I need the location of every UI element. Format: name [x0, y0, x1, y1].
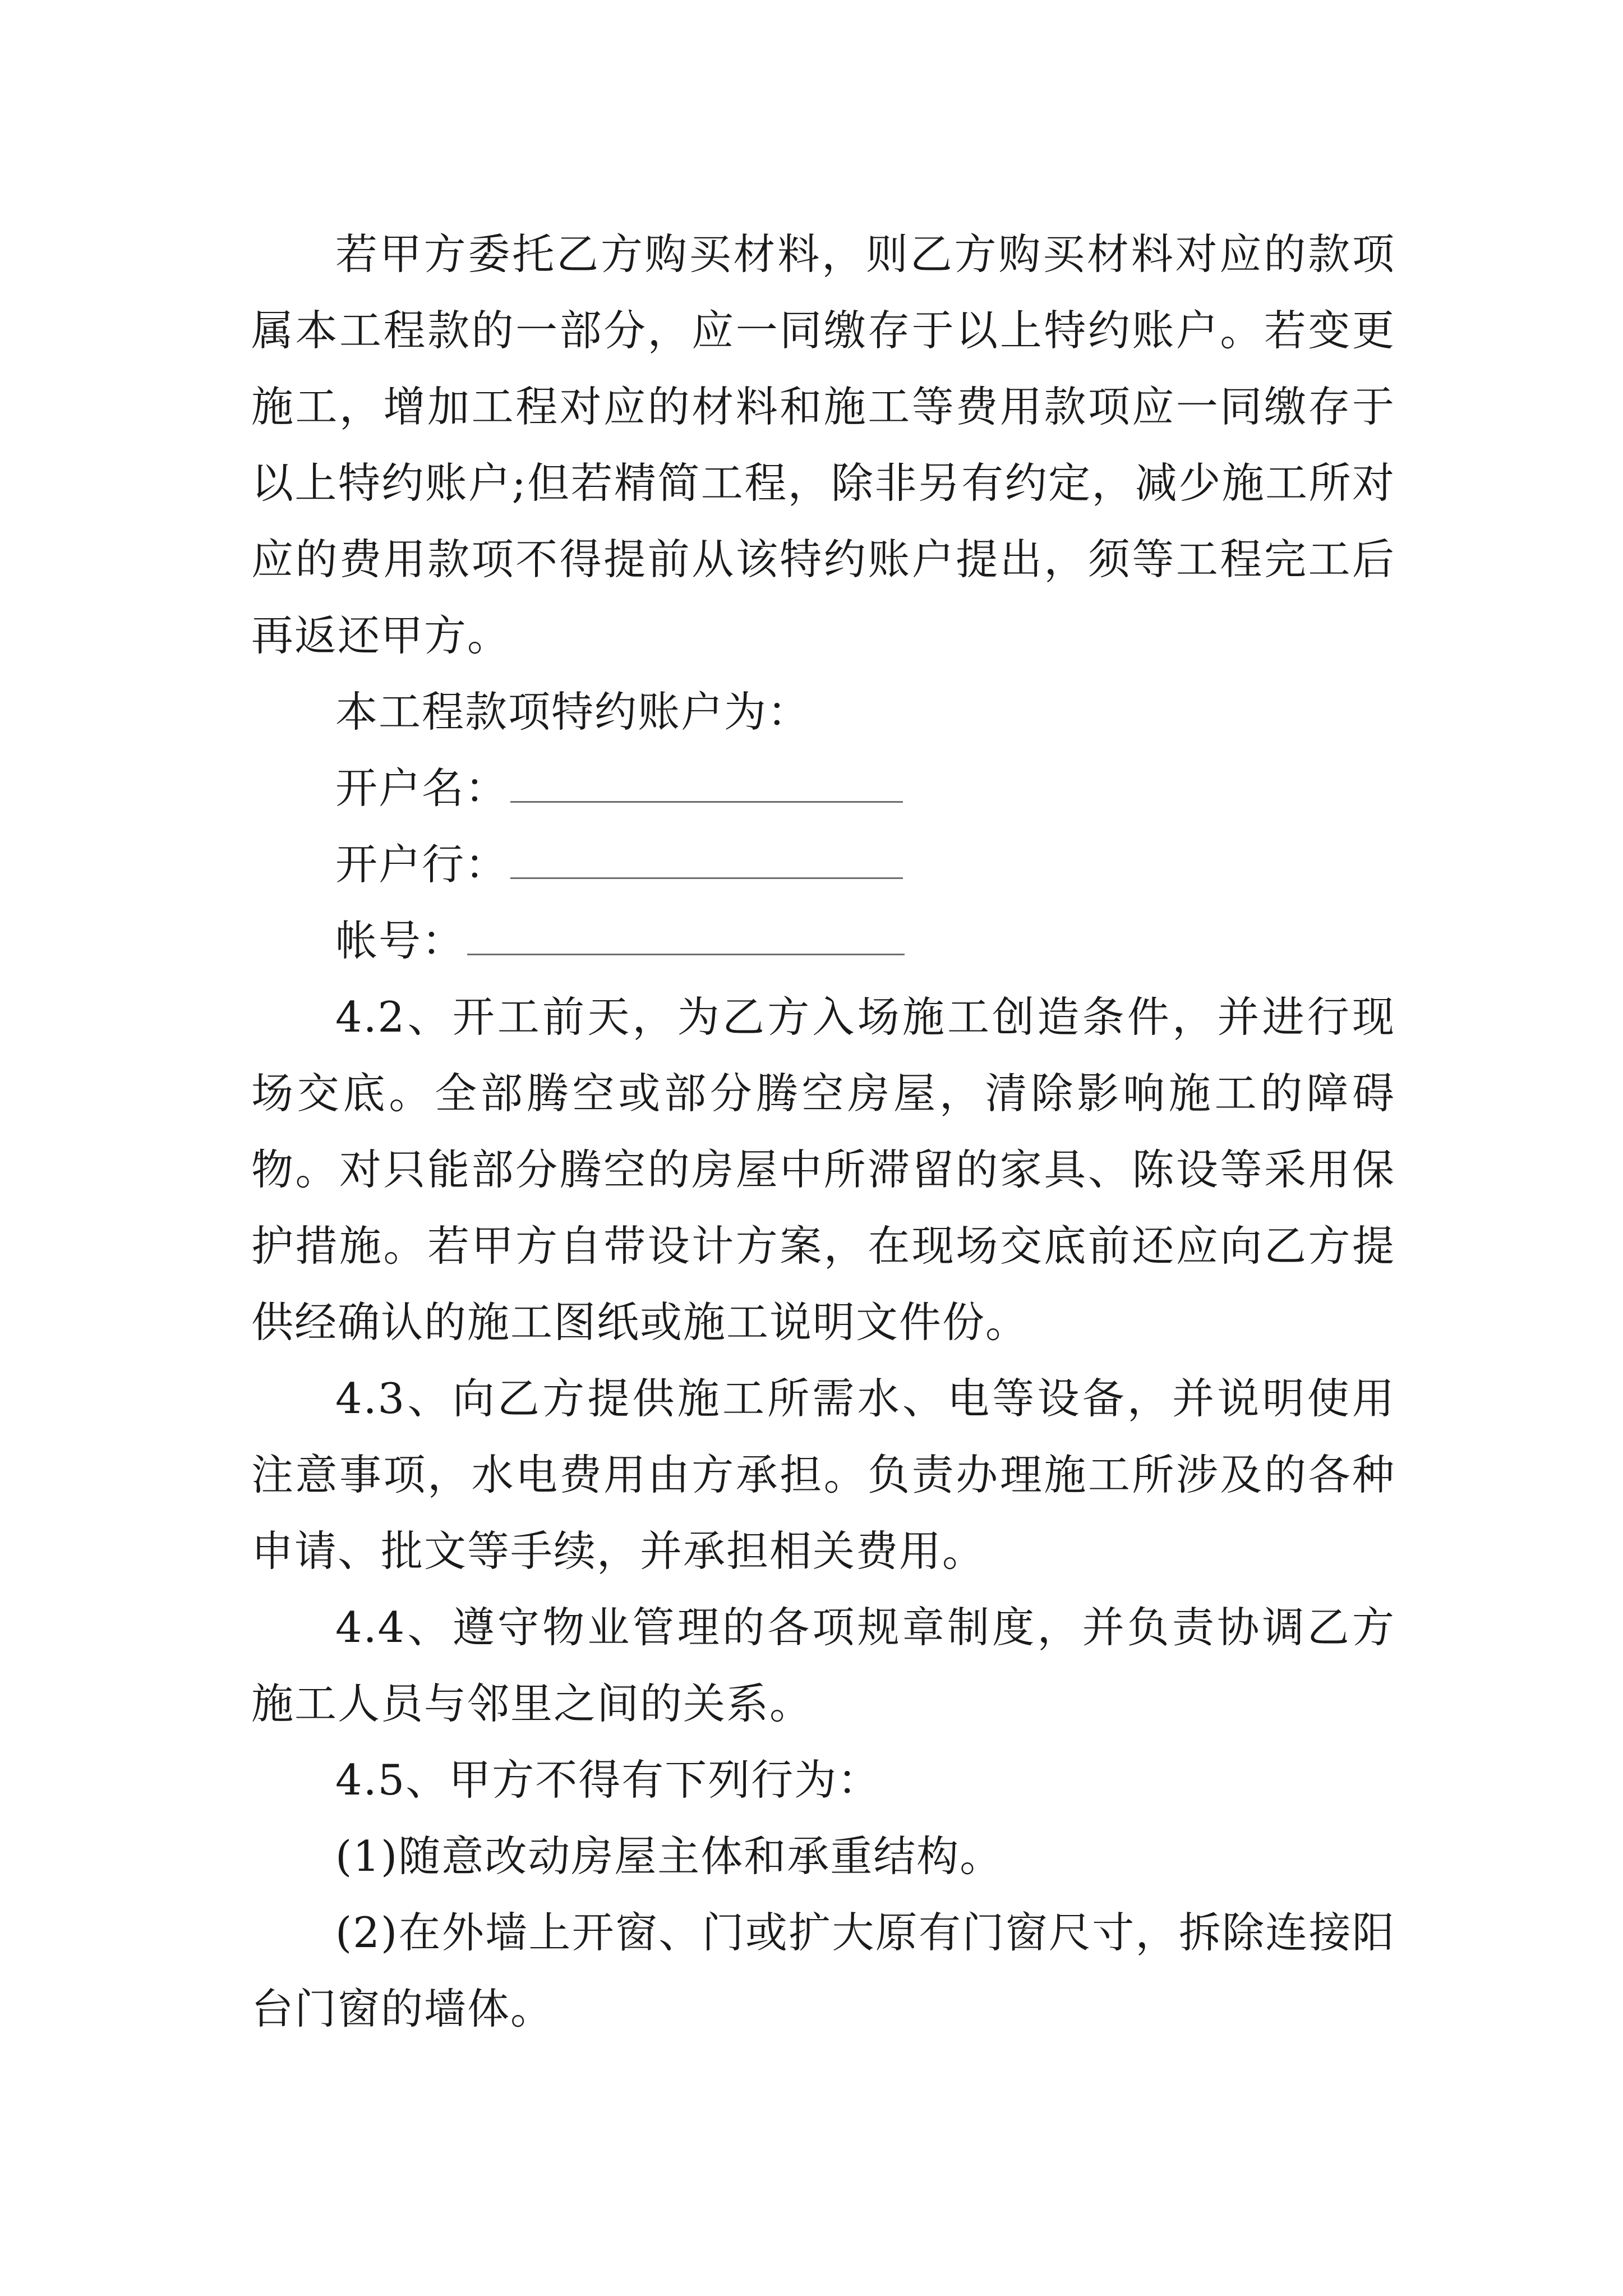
bank-blank	[510, 848, 903, 879]
account-number-label: 帐号：	[335, 916, 465, 965]
paragraph-4-3: 4.3、向乙方提供施工所需水、电等设备，并说明使用注意事项，水电费用由方承担。负责办理施工所涉及的各种申请、批文等手续，并承担相关费用。	[251, 1374, 1395, 1576]
list-item-1: (1)随意改动房屋主体和承重结构。	[335, 1832, 1003, 1881]
account-name-field	[251, 750, 1395, 826]
paragraph-account-intro: 本工程款项特约账户为：	[335, 687, 811, 737]
document-body	[251, 216, 1395, 2047]
account-number-blank	[467, 924, 905, 955]
account-name-blank	[510, 772, 903, 803]
list-item-2: (2)在外墙上开窗、门或扩大原有门窗尺寸，拆除连接阳台门窗的墙体。	[251, 1908, 1395, 2033]
bank-label: 开户行：	[335, 840, 509, 889]
paragraph-4-4: 4.4、遵守物业管理的各项规章制度，并负责协调乙方施工人员与邻里之间的关系。	[251, 1603, 1395, 1728]
account-name-label: 开户名：	[335, 763, 509, 813]
paragraph-material-purchase: 若甲方委托乙方购买材料，则乙方购买材料对应的款项属本工程款的一部分，应一同缴存于以上特约账户。若变更施工，增加工程对应的材料和施工等费用款项应一同缴存于以上特约账户;但若精简工程，除非另有约定，减少施工所对应的费用款项不得提前从该特约账户提出，须等工程完工后再返还甲方。	[251, 229, 1395, 660]
account-number-field	[251, 903, 1395, 979]
bank-field	[251, 826, 1395, 903]
paragraph-4-5: 4.5、甲方不得有下列行为：	[335, 1755, 881, 1805]
paragraph-4-2: 4.2、开工前天，为乙方入场施工创造条件，并进行现场交底。全部腾空或部分腾空房屋，清除影响施工的障碍物。对只能部分腾空的房屋中所滞留的家具、陈设等采用保护措施。若甲方自带设计方案，在现场交底前还应向乙方提供经确认的施工图纸或施工说明文件份。	[251, 992, 1395, 1347]
